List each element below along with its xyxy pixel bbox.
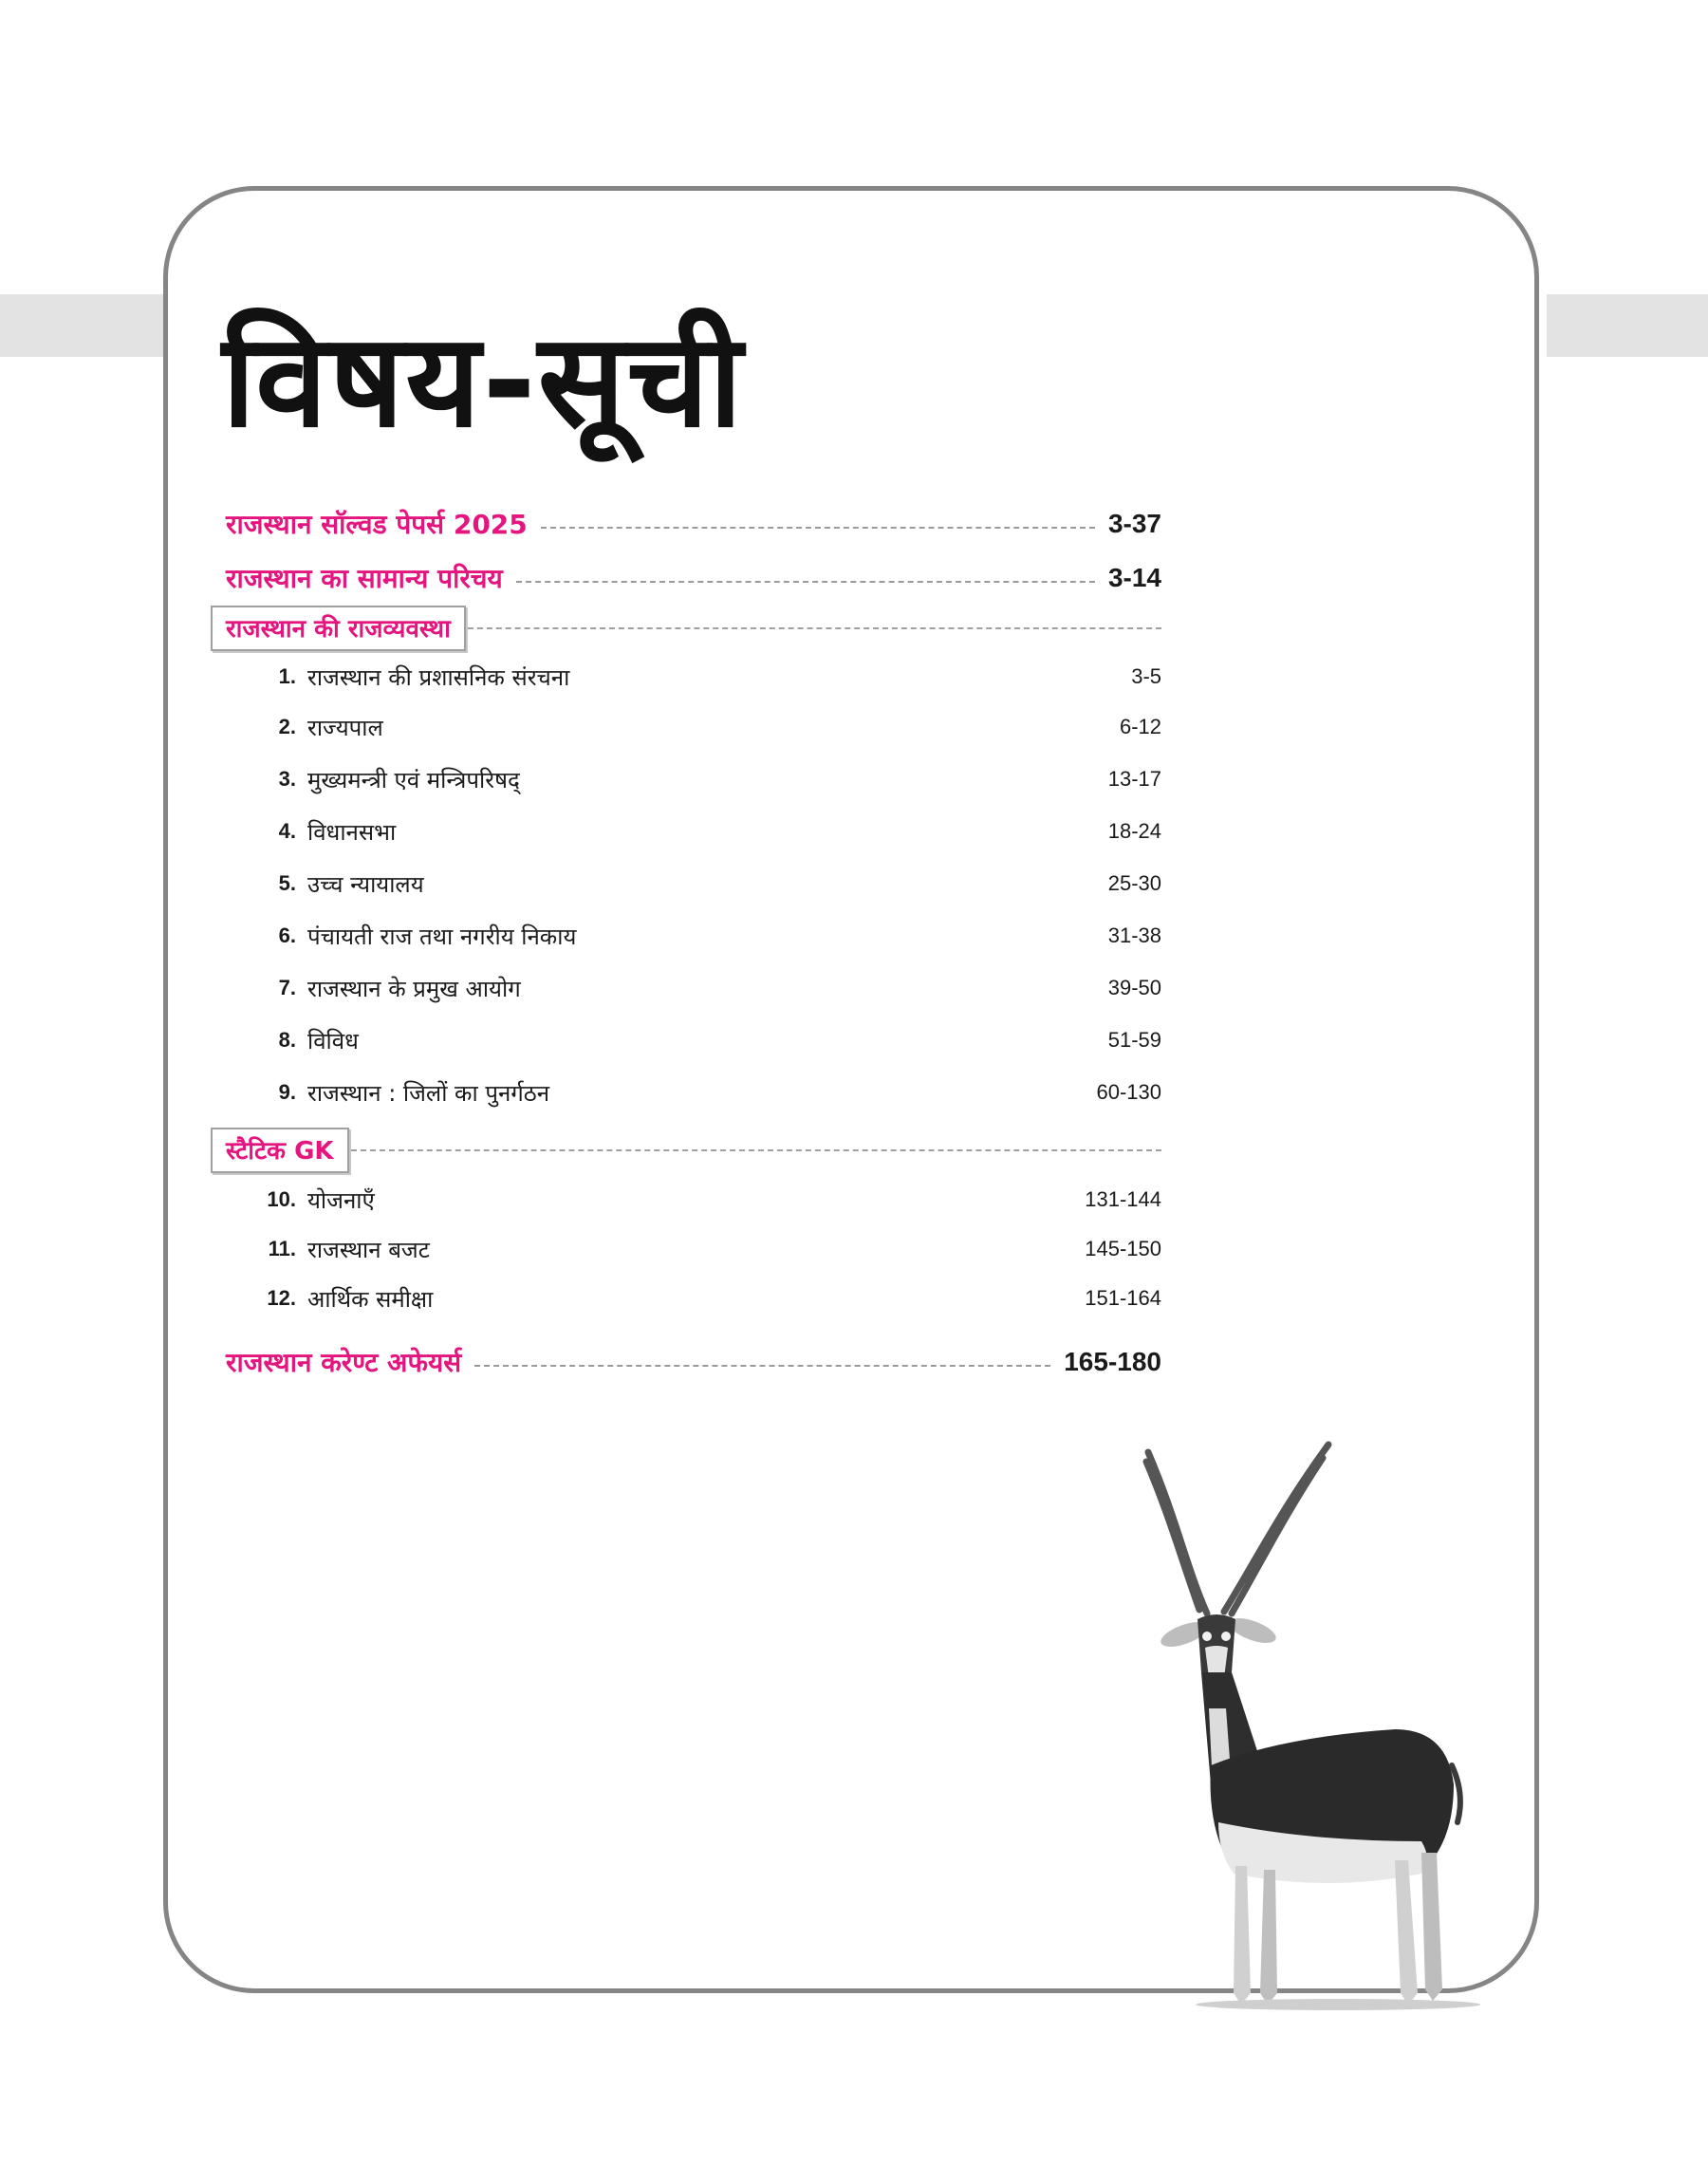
item-title: राजस्थान की प्रशासनिक संरचना (307, 663, 570, 691)
item-number: 8. (278, 1028, 296, 1052)
item-title: विधानसभा (307, 818, 397, 846)
item-title: राजस्थान : जिलों का पुनर्गठन (307, 1079, 550, 1107)
item-title: मुख्यमन्त्री एवं मन्त्रिपरिषद् (307, 766, 520, 793)
item-number: 10. (267, 1187, 296, 1211)
header-band-right (1547, 294, 1708, 357)
item-title: आर्थिक समीक्षा (307, 1285, 434, 1313)
item-title: राज्यपाल (307, 714, 383, 741)
item-title: विविध (307, 1027, 359, 1054)
item-pages: 13-17 (1107, 767, 1161, 791)
item-number: 11. (268, 1237, 296, 1260)
dashed-rule (468, 627, 1161, 629)
toc-item[interactable] (254, 969, 1161, 1007)
item-pages: 131-144 (1085, 1187, 1161, 1211)
item-pages: 25-30 (1107, 871, 1161, 895)
item-pages: 60-130 (1096, 1080, 1161, 1104)
toc-item[interactable] (254, 1181, 1161, 1219)
dotted-leader (474, 1365, 1050, 1367)
item-number: 5. (278, 871, 296, 895)
item-number: 4. (278, 819, 296, 843)
toc-entry-title: राजस्थान करेण्ट अफेयर्स (226, 1347, 462, 1378)
toc-entry-general-intro[interactable] (226, 554, 1161, 602)
item-pages: 6-12 (1119, 715, 1161, 738)
toc-item[interactable] (254, 865, 1161, 903)
item-title: उच्च न्यायालय (307, 870, 424, 898)
item-number: 3. (278, 767, 296, 791)
header-band-left (0, 294, 163, 357)
item-number: 12. (267, 1286, 296, 1310)
blackbuck-illustration (1120, 1424, 1499, 2012)
toc-entry-pages: 3-37 (1107, 509, 1161, 538)
toc-entry-title: राजस्थान का सामान्य परिचय (226, 563, 503, 594)
toc-item[interactable] (254, 917, 1161, 955)
section-heading-polity (211, 607, 1161, 649)
item-pages: 39-50 (1107, 976, 1161, 999)
toc-item[interactable] (254, 1279, 1161, 1317)
item-pages: 18-24 (1107, 819, 1161, 843)
item-title: राजस्थान के प्रमुख आयोग (307, 975, 521, 1002)
section-heading-label: स्टैटिक GK (211, 1128, 349, 1173)
toc-item[interactable] (254, 708, 1161, 746)
item-title: पंचायती राज तथा नगरीय निकाय (307, 923, 577, 950)
item-pages: 3-5 (1131, 664, 1161, 688)
toc-item[interactable] (254, 1073, 1161, 1111)
item-title: योजनाएँ (307, 1186, 375, 1214)
page-title: विषय-सूची (222, 307, 745, 457)
item-number: 7. (278, 976, 296, 999)
section-heading-static-gk (211, 1129, 1161, 1171)
dotted-leader (516, 581, 1095, 583)
item-number: 6. (278, 924, 296, 947)
toc-item[interactable] (254, 812, 1161, 850)
toc-entry-pages: 3-14 (1107, 563, 1161, 592)
item-pages: 145-150 (1085, 1237, 1161, 1260)
item-pages: 31-38 (1107, 924, 1161, 947)
toc-entry-pages: 165-180 (1064, 1347, 1161, 1376)
toc-item[interactable] (254, 1021, 1161, 1059)
dotted-leader (541, 527, 1095, 529)
toc-entry-current-affairs[interactable] (226, 1338, 1161, 1386)
item-number: 2. (278, 715, 296, 738)
item-pages: 151-164 (1085, 1286, 1161, 1310)
dashed-rule (351, 1149, 1161, 1151)
toc-entry-solved-papers[interactable] (226, 500, 1161, 548)
toc-entry-title: राजस्थान सॉल्वड पेपर्स 2025 (226, 509, 528, 540)
toc-item[interactable] (254, 658, 1161, 696)
item-title: राजस्थान बजट (307, 1236, 430, 1263)
item-pages: 51-59 (1107, 1028, 1161, 1052)
toc-item[interactable] (254, 760, 1161, 798)
item-number: 9. (278, 1080, 296, 1104)
item-number: 1. (278, 664, 296, 688)
section-heading-label: राजस्थान की राजव्यवस्था (211, 606, 466, 651)
toc-item[interactable] (254, 1230, 1161, 1268)
